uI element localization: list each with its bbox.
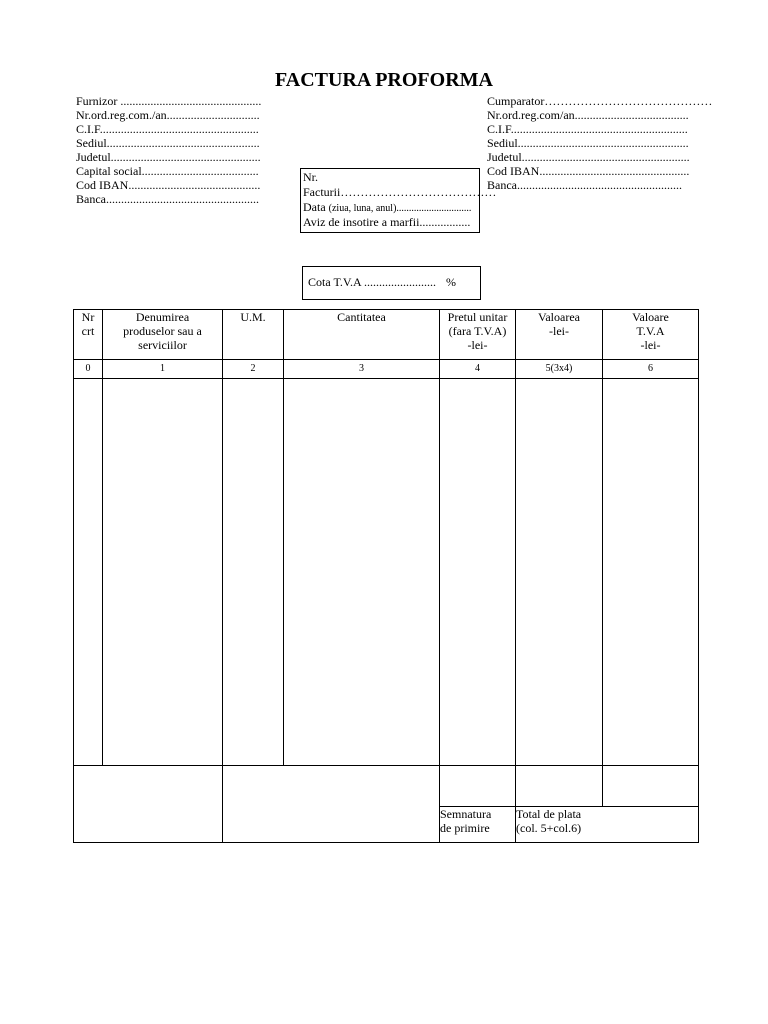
table-body-cell	[440, 379, 516, 766]
column-number-row	[74, 360, 699, 379]
footer-blank-cell	[74, 766, 223, 843]
column-number: 3	[284, 360, 440, 379]
invoice-number-box	[300, 168, 497, 233]
column-number: 1	[103, 360, 223, 379]
total-payment-cell: Total de plata (col. 5+col.6)	[516, 807, 699, 843]
col-header-denumirea: Denumirea produselor sau a serviciilor	[103, 310, 223, 360]
supplier-field-sediul: Sediul...................................................	[76, 136, 260, 150]
column-number: 0	[74, 360, 103, 379]
table-body-cell	[74, 379, 103, 766]
column-number: 6	[603, 360, 699, 379]
footer-blank-cell	[223, 766, 440, 843]
supplier-field-furnizor: Furnizor ...............................................	[76, 94, 262, 108]
footer-blank-cell	[440, 766, 516, 807]
vat-rate-box	[302, 266, 481, 300]
buyer-field-nr-reg-com: Nr.ord.reg.com/an......................................	[487, 108, 689, 122]
products-table	[73, 309, 699, 843]
supplier-field-capital-social: Capital social.......................................	[76, 164, 259, 178]
table-header-row	[74, 310, 699, 360]
document-title: FACTURA PROFORMA	[275, 69, 493, 91]
invoice-date-hint: (ziua, luna, anul)..............................	[328, 203, 472, 214]
supplier-block	[76, 94, 261, 206]
buyer-field-sediul: Sediul.........................................................	[487, 136, 689, 150]
invoice-date-field	[303, 200, 479, 215]
col-header-cantitatea: Cantitatea	[284, 310, 440, 360]
buyer-field-cod-iban: Cod IBAN..................................................	[487, 164, 690, 178]
table-footer-row	[74, 766, 699, 807]
column-number: 4	[440, 360, 516, 379]
column-number: 5(3x4)	[516, 360, 603, 379]
vat-percent-sign: %	[446, 275, 457, 289]
buyer-field-cumparator: Cumparator……………………………………	[487, 94, 713, 108]
col-header-valoarea: Valoarea -lei-	[516, 310, 603, 360]
col-header-valoare-tva: Valoare T.V.A -lei-	[603, 310, 699, 360]
buyer-field-cif: C.I.F...........................................................	[487, 122, 688, 136]
supplier-field-banca: Banca...................................................	[76, 192, 259, 206]
col-header-nr-crt: Nr crt	[74, 310, 103, 360]
supplier-field-nr-reg-com: Nr.ord.reg.com./an...............................	[76, 108, 260, 122]
supplier-field-cod-iban: Cod IBAN............................................	[76, 178, 261, 192]
invoice-facturii-field: Facturii…………………………………	[303, 185, 497, 199]
supplier-field-cif: C.I.F.....................................................	[76, 122, 259, 136]
col-header-pret-unitar: Pretul unitar (fara T.V.A) -lei-	[440, 310, 516, 360]
table-body-cell	[284, 379, 440, 766]
column-number: 2	[223, 360, 284, 379]
table-body-row	[74, 379, 699, 766]
invoice-date-label: Data	[303, 200, 326, 214]
buyer-field-judetul: Judetul........................................................	[487, 150, 690, 164]
supplier-field-judetul: Judetul..................................................	[76, 150, 261, 164]
table-body-cell	[103, 379, 223, 766]
invoice-aviz-field: Aviz de insotire a marfii.................	[303, 215, 471, 229]
invoice-nr-label: Nr.	[303, 170, 318, 184]
vat-rate-field: Cota T.V.A ........................	[308, 275, 437, 289]
col-header-um: U.M.	[223, 310, 284, 360]
table-body-cell	[516, 379, 603, 766]
buyer-field-banca: Banca.......................................................	[487, 178, 682, 192]
signature-cell: Semnatura de primire	[440, 807, 516, 843]
footer-blank-cell	[603, 766, 699, 807]
table-body-cell	[223, 379, 284, 766]
buyer-block	[487, 94, 712, 192]
table-body-cell	[603, 379, 699, 766]
footer-blank-cell	[516, 766, 603, 807]
